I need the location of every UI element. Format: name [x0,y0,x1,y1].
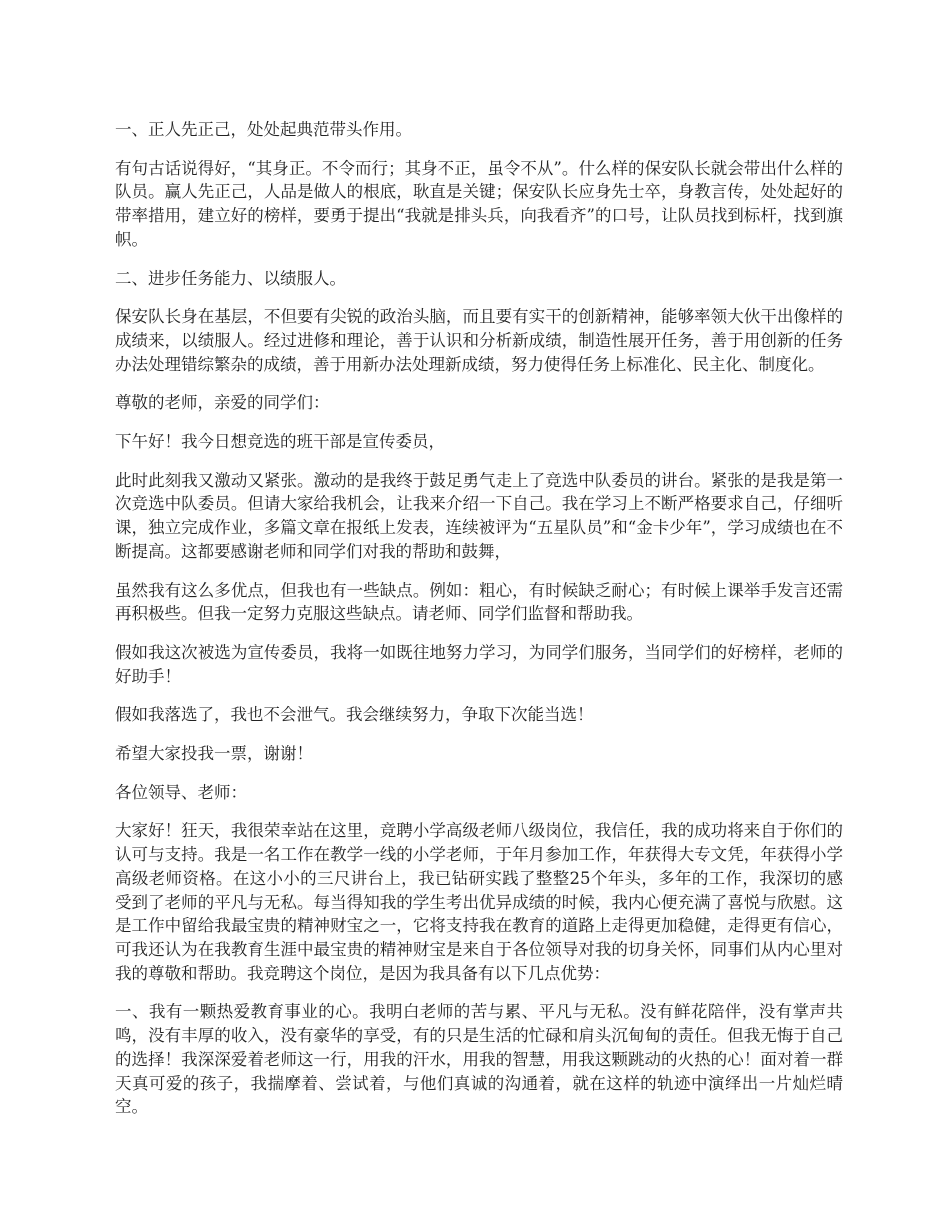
heading-lead-by-example: 一、正人先正己，处处起典范带头作用。 [115,120,412,139]
paragraph-grassroots: 保安队长身在基层，不但要有尖锐的政治头脑，而且要有实干的创新精神，能够率领大伙干出像样的成绩来，以绩服人。经过进修和理论，善于认识和分析新成绩，制造性展开任务，善于用创新的任务办法处理错综繁杂的成绩，善于用新办法处理新成绩，努力使得任务上标准化、民主化、制度化。 [115,307,843,374]
paragraph-proverb: 有句古话说得好，“其身正。不令而行；其身不正，虽令不从”。什么样的保安队长就会带出什么样的队员。赢人先正己，人品是做人的根底，耿直是关键；保安队长应身先士卒，身教言传，处处起好的带率措用，建立好的榜样，要勇于提出“我就是排头兵，向我看齐”的口号，让队员找到标杆，找到旗帜。 [115,158,843,249]
paragraph-if-elected: 假如我这次被选为宣传委员，我将一如既往地努力学习，为同学们服务，当同学们的好榜样，老师的好助手！ [115,642,843,686]
paragraph-love-of-education: 一、我有一颗热爱教育事业的心。我明白老师的苦与累、平凡与无私。没有鲜花陪伴，没有掌声共鸣，没有丰厚的收入，没有豪华的享受，有的只是生活的忙碌和肩头沉甸甸的责任。但我无悔于自己的选择！我深深爱着老师这一行，用我的汗水，用我的智慧，用我这颗跳动的火热的心！面对着一群天真可爱的孩子，我揣摩着、尝试着，与他们真诚的沟通着，就在这样的轨迹中演绎出一片灿烂晴空。 [115,1002,843,1117]
greeting-leaders-teachers: 各位领导、老师： [115,782,247,802]
greeting-teachers-students: 尊敬的老师，亲爱的同学们： [115,393,330,413]
paragraph-competition-speech: 大家好！狂天，我很荣幸站在这里，竞聘小学高级老师八级岗位，我信任，我的成功将来自于你们的认可与支持。我是一名工作在教学一线的小学老师，于年月参加工作，年获得大专文凭，年获得小学高级老师资格。在这小小的三尺讲台上，我已钻研实践了整整25个年头，多年的工作，我深切的感受到了老师的平凡与无私。每当得知我的学生考出优异成绩的时候，我内心便充满了喜悦与欣慰。这是工作中留给我最宝贵的精神财宝之一，它将支持我在教育的道路上走得更加稳健，走得更有信心，可我还认为在我教育生涯中最宝贵的精神财宝是来自于各位领导对我的切身关怀，同事们从内心里对我的尊敬和帮助。我竞聘这个岗位，是因为我具备有以下几点优势： [115,821,843,983]
paragraph-good-afternoon: 下午好！我今日想竞选的班干部是宣传委员， [115,432,445,452]
paragraph-if-not-elected: 假如我落选了，我也不会泄气。我会继续努力，争取下次能当选！ [115,705,594,725]
paragraph-vote-request: 希望大家投我一票，谢谢！ [115,744,313,764]
heading-improve-ability: 二、进步任务能力、以绩服人。 [115,268,346,288]
paragraph-shortcomings: 虽然我有这么多优点，但我也有一些缺点。例如：粗心，有时候缺乏耐心；有时候上课举手发言还需再积极些。但我一定努力克服这些缺点。请老师、同学们监督和帮助我。 [115,580,843,624]
paragraph-excited-nervous: 此时此刻我又激动又紧张。激动的是我终于鼓足勇气走上了竞选中队委员的讲台。紧张的是我是第一次竞选中队委员。但请大家给我机会，让我来介绍一下自己。我在学习上不断严格要求自己，仔细听课，独立完成作业，多篇文章在报纸上发表，连续被评为“五星队员”和“金卡少年”，学习成绩也在不断提高。这都要感谢老师和同学们对我的帮助和鼓舞， [115,470,843,561]
document-body [115,118,843,1134]
